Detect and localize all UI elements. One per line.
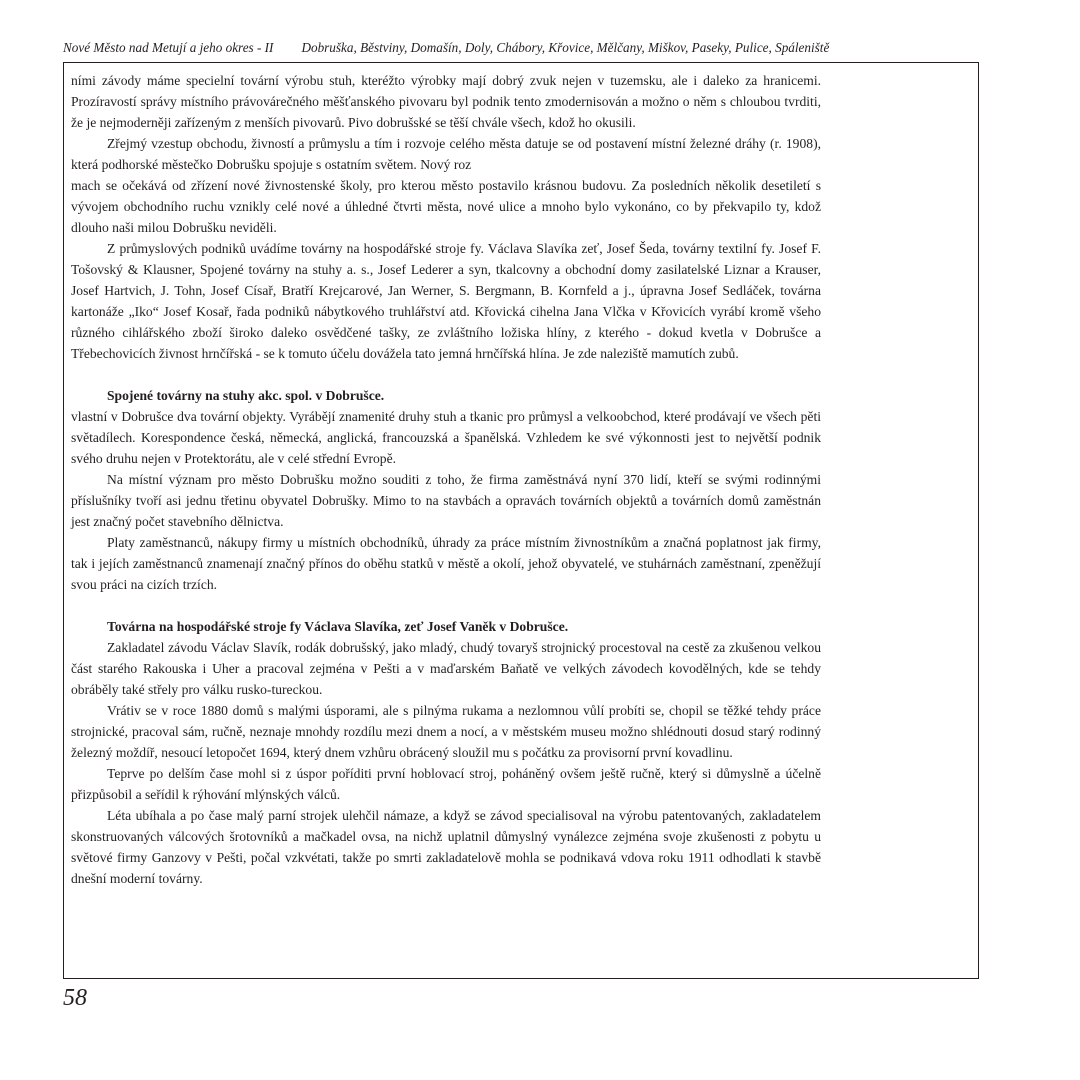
paragraph: Vrátiv se v roce 1880 domů s malými úsporami, ale s pilnýma rukama a nezlomnou vůlí probíti se, chopil se těžké tehdy práce strojnické, pracoval sám, ručně, neznaje mnohdy rozdílu mezi dnem a nocí, a v městském museu možno shlédnouti dosud starý rodinný železný moždíř, nesoucí letopočet 1694, který dnem vzhůru obrácený sloužil mu s počátku za provisorní první kovadlinu. <box>71 703 821 760</box>
paragraph: Platy zaměstnanců, nákupy firmy u místních obchodníků, úhrady za práce místním živnostníkům a značná poplatnost jak firmy, tak i jejích zaměstnanců znamenají značný přínos do oběhu statků v městě a okolí, jehož obyvatelé, ve stuhárnách zaměstnaní, zpeněžují svou práci na cizích trzích. <box>71 535 821 592</box>
running-header <box>63 40 983 56</box>
body-text <box>71 70 821 889</box>
paragraph: mach se očekává od zřízení nové živnostenské školy, pro kterou město postavilo krásnou budovu. Za posledních několik desetiletí s vývojem obchodního ruchu vznikly celé nové a úhledné čtvrti města, nové ulice a mnoho bylo vykonáno, co by překvapilo ty, kdož dlouho naši milou Dobrušku neviděli. <box>71 178 821 235</box>
paragraph: Z průmyslových podniků uvádíme továrny na hospodářské stroje fy. Václava Slavíka zeť, Josef Šeda, továrny textilní fy. Josef F. Tošovský & Klausner, Spojené továrny na stuhy a. s., Josef Lederer a syn, tkalcovny a obchodní domy zasilatelské Liznar a Krauser, Josef Hartvich, J. Tohn, Josef Císař, Bratří Krejcarové, Jan Werner, S. Bergmann, B. Kornfeld a j., úpravna Josef Sedláček, továrna kartonáže „Iko“ Josef Kosař, řada podniků nábytkového truhlářství atd. Křovická cihelna Jana Vlčka v Křovicích vyrábí kromě všeho různého cihlářského zboží široko daleko osvědčené tašky, ze zvláštního ložiska hlíny, z kterého - dokud kvetla v Dobrušce a Třebechovicích živnost hrnčířská - se k tomuto účelu dovážela tato jemná hrnčířská hlína. Je zde naleziště mamutích zubů. <box>71 241 821 361</box>
page-number: 58 <box>63 985 87 1011</box>
section-heading: Spojené továrny na stuhy akc. spol. v Dobrušce. <box>107 388 385 403</box>
paragraph: Zřejmý vzestup obchodu, živností a průmyslu a tím i rozvoje celého města datuje se od postavení místní železné dráhy (r. 1908), která podhorské městečko Dobrušku spojuje s ostatním světem. Nový roz <box>71 136 821 172</box>
paragraph: Teprve po delším čase mohl si z úspor poříditi první hoblovací stroj, poháněný ovšem ještě ručně, který si důmyslně a účelně přizpůsobil a seřídil k rýhování mlýnských válců. <box>71 766 821 802</box>
paragraph: vlastní v Dobrušce dva tovární objekty. Vyrábějí znamenité druhy stuh a tkanic pro průmysl a velkoobchod, které prodávají ve všech pěti světadílech. Korespondence česká, německá, anglická, francouzská a španělská. Vzhledem ke své výkonnosti jest to největší podnik svého druhu nejen v Protektorátu, ale v celé střední Evropě. <box>71 409 821 466</box>
paragraph: ními závody máme specielní tovární výrobu stuh, kteréžto výrobky mají dobrý zvuk nejen v tuzemsku, ale i daleko za hranicemi. Prozíravostí správy místního právovárečného měšťanského pivovaru byl podnik tento zmodernisován a možno o něm s chloubou tvrditi, že je nejmoderněji zařízeným z menších pivovarů. Pivo dobrušské se těší chvále všech, kdož ho okusili. <box>71 73 821 130</box>
book-title: Nové Město nad Metují a jeho okres - II <box>63 40 274 55</box>
spacer <box>71 364 821 385</box>
paragraph: Na místní význam pro město Dobrušku možno souditi z toho, že firma zaměstnává nyní 370 lidí, kteří se svými rodinnými příslušníky tvoří asi jednu třetinu obyvatel Dobrušky. Mimo to na stavbách a opravách továrních objektů a továrních domů zaměstnán jest značný počet stavebního dělnictva. <box>71 472 821 529</box>
header-places: Dobruška, Běstviny, Domašín, Doly, Chábory, Křovice, Mělčany, Miškov, Paseky, Pulice, Spáleniště <box>301 40 830 55</box>
paragraph: Léta ubíhala a po čase malý parní strojek ulehčil námaze, a když se závod specialisoval na výrobu patentovaných, zakladatelem skonstruovaných válcových šrotovníků a mačkadel ovsa, na nichž uplatnil důmyslný vynálezce zejména svoje zkušenosti z pobytu u světové firmy Ganzovy v Pešti, počal vzkvétati, takže po smrti zakladatelově mohla se podnikavá vdova roku 1911 odhodlati k stavbě dnešní moderní továrny. <box>71 808 821 886</box>
paragraph: Zakladatel závodu Václav Slavík, rodák dobrušský, jako mladý, chudý tovaryš strojnický procestoval na cestě za zkušenou velkou část starého Rakouska i Uher a pracoval zejména v Pešti a v maďarském Baňatě ve velkých závodech kovodělných, kde se tehdy obráběly také střely pro válku rusko-tureckou. <box>71 640 821 697</box>
spacer <box>71 595 821 616</box>
section-heading: Továrna na hospodářské stroje fy Václava Slavíka, zeť Josef Vaněk v Dobrušce. <box>107 619 569 634</box>
